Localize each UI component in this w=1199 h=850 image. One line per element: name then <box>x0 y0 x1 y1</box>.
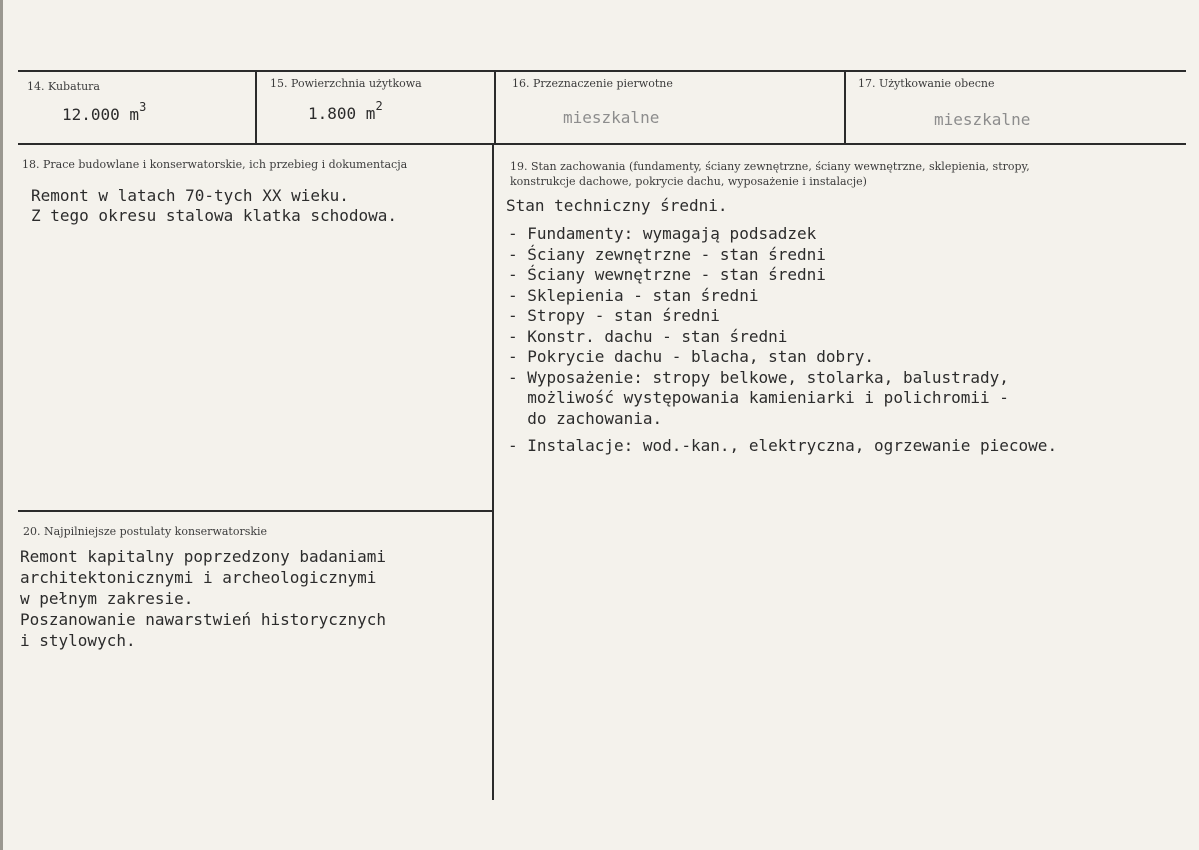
field-20-line: Remont kapitalny poprzedzony badaniami <box>20 547 387 566</box>
field-14-exponent: 3 <box>139 100 147 114</box>
field-18-line: Remont w latach 70-tych XX wieku. <box>31 186 349 205</box>
field-14-value <box>62 100 147 124</box>
field-19-item: możliwość występowania kamieniarki i polichromii - <box>508 388 1009 407</box>
field-15-number: 1.800 m <box>308 104 376 123</box>
field-19-label-line1: 19. Stan zachowania (fundamenty, ściany zewnętrzne, ściany wewnętrzne, sklepienia, stropy, <box>510 160 1030 173</box>
field-20-line: i stylowych. <box>20 631 136 650</box>
field-20-line: Poszanowanie nawarstwień historycznych <box>20 610 387 629</box>
row1-divider-3 <box>844 70 846 144</box>
row1-divider-2 <box>494 70 496 144</box>
field-17-label: 17. Użytkowanie obecne <box>858 77 995 90</box>
field-19-item: - Ściany wewnętrzne - stan średni <box>508 265 826 284</box>
field-19-item: - Wyposażenie: stropy belkowe, stolarka, balustrady, <box>508 367 1009 387</box>
field-15-label: 15. Powierzchnia użytkowa <box>270 77 422 90</box>
field-19-items <box>508 224 1009 429</box>
field-20-text <box>20 546 386 651</box>
field-19-label-line2: konstrukcje dachowe, pokrycie dachu, wyposażenie i instalacje) <box>510 175 867 188</box>
field-18-text <box>31 186 397 226</box>
section20-top-rule <box>18 510 492 512</box>
field-19-item: - Fundamenty: wymagają podsadzek <box>508 224 817 243</box>
field-14-number: 12.000 m <box>62 105 140 124</box>
field-20-label: 20. Najpilniejsze postulaty konserwatorskie <box>23 525 268 538</box>
row1-divider-1 <box>255 70 257 144</box>
page-edge <box>0 0 3 850</box>
field-18-line: Z tego okresu stalowa klatka schodowa. <box>31 206 398 225</box>
field-18-label: 18. Prace budowlane i konserwatorskie, ich przebieg i dokumentacja <box>22 158 408 171</box>
field-19-item: do zachowania. <box>508 408 663 428</box>
field-20-line: w pełnym zakresie. <box>20 589 194 608</box>
field-20-line: architektonicznymi i archeologicznymi <box>20 568 377 587</box>
field-14-label: 14. Kubatura <box>27 80 100 93</box>
field-19-item: - Ściany zewnętrzne - stan średni <box>508 244 826 264</box>
row1-bottom-rule <box>18 143 1186 145</box>
main-column-divider <box>492 143 494 800</box>
field-19-last-item: - Instalacje: wod.-kan., elektryczna, ogrzewanie piecowe. <box>508 436 1058 455</box>
field-17-value: mieszkalne <box>934 110 1031 129</box>
field-19-item: - Stropy - stan średni <box>508 306 720 325</box>
field-15-exponent: 2 <box>375 99 383 113</box>
field-15-value <box>308 99 383 123</box>
field-19-item: - Pokrycie dachu - blacha, stan dobry. <box>508 347 875 366</box>
field-19-item: - Sklepienia - stan średni <box>508 285 759 305</box>
field-19-summary: Stan techniczny średni. <box>506 196 728 215</box>
field-19-item: - Konstr. dachu - stan średni <box>508 326 788 346</box>
field-16-label: 16. Przeznaczenie pierwotne <box>512 77 673 90</box>
field-16-value: mieszkalne <box>563 108 660 127</box>
top-rule <box>18 70 1186 72</box>
